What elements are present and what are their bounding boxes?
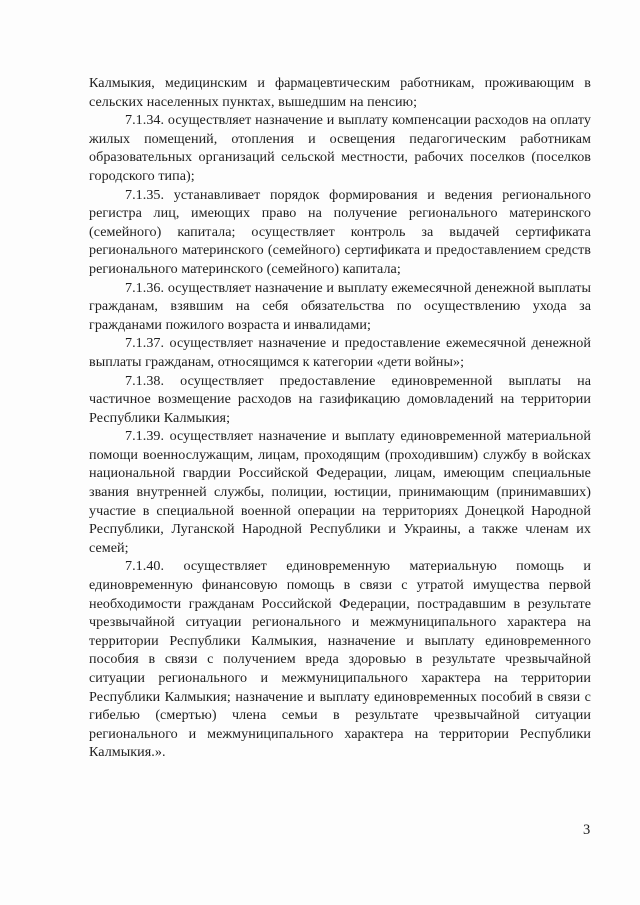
paragraph-7-1-36: 7.1.36. осуществляет назначение и выплату ежемесячной денежной выплаты гражданам, взявшим на себя обязательства по осуществлению ухода за гражданами пожилого возраста и инвалидами; [89,279,591,333]
paragraph-7-1-39: 7.1.39. осуществляет назначение и выплату единовременной материальной помощи военнослужащим, лицам, проходящим (проходившим) службу в войсках национальной гвардии Российской Федерации, лицам, имеющим специальные звания внутренней службы, полиции, юстиции, принимающим (принимавших) участие в специальной военной операции на территориях Донецкой Народной Республики, Луганской Народной Республики и Украины, а также членам их семей; [89,428,591,556]
paragraph-7-1-40: 7.1.40. осуществляет единовременную материальную помощь и единовременную финансовую помощь в связи с утратой имущества первой необходимости гражданам Российской Федерации, пострадавшим в результате чрезвычайной ситуации регионального и межмуниципального характера на территории Республики Калмыкия, назначение и выплату единовременного пособия в связи с получением вреда здоровью в результате чрезвычайной ситуации регионального и межмуниципального характера на территории Республики Калмыкия; назначение и выплату единовременных пособий в связи с гибелью (смертью) члена семьи в результате чрезвычайной ситуации регионального и межмуниципального характера на территории Республики Калмыкия.». [89,558,591,761]
page-number: 3 [583,822,591,838]
paragraph-7-1-35: 7.1.35. устанавливает порядок формирования и ведения регионального регистра лиц, имеющих право на получение регионального материнского (семейного) капитала; осуществляет контроль за выдачей сертификата регионального материнского (семейного) сертификата и предоставлением средств регионального материнского (семейного) капитала; [89,186,591,277]
paragraph-continuation: Калмыкия, медицинским и фармацевтическим работникам, проживающим в сельских населенных пунктах, вышедшим на пенсию; [89,75,591,110]
paragraph-7-1-34: 7.1.34. осуществляет назначение и выплату компенсации расходов на оплату жилых помещений, отопления и освещения педагогическим работникам образовательных организаций сельской местности, рабочих поселков (поселков городского типа); [89,112,591,184]
paragraph-7-1-38: 7.1.38. осуществляет предоставление единовременной выплаты на частичное возмещение расходов на газификацию домовладений на территории Республики Калмыкия; [89,372,591,426]
paragraph-7-1-37: 7.1.37. осуществляет назначение и предоставление ежемесячной денежной выплаты гражданам, относящимся к категории «дети войны»; [89,335,591,370]
document-body [89,74,591,762]
